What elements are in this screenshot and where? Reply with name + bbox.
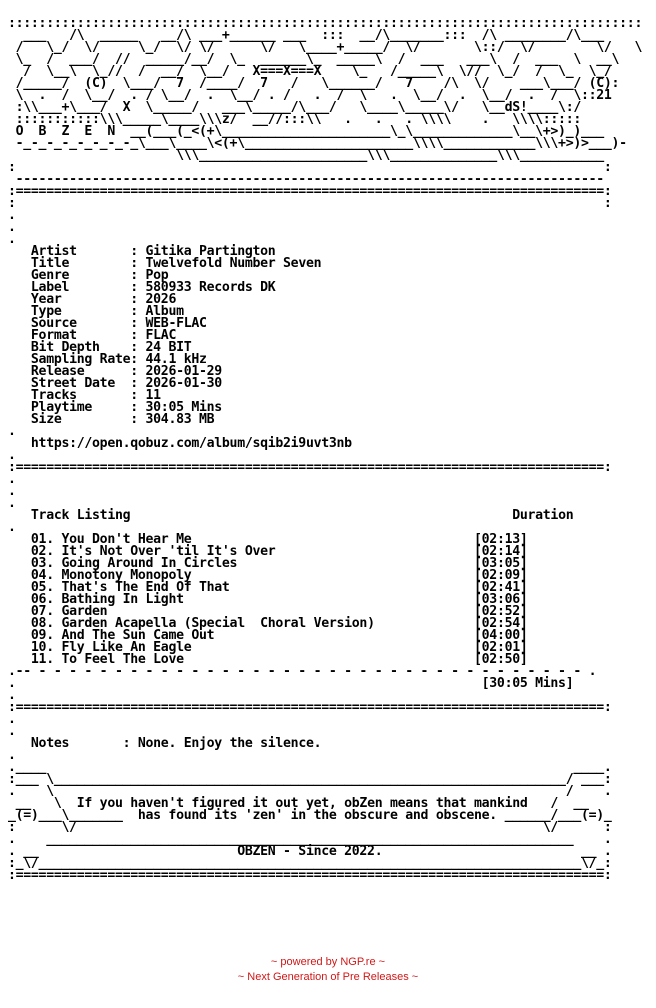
track-duration: [02:09] — [474, 568, 528, 583]
release-field-label: Bit Depth — [30, 340, 131, 355]
release-field-label: Playtime — [30, 400, 131, 415]
ascii-banner-line: ___ /\ _____ __/\ ___+______ ___ ::: __/\_______::: /\ ________/\___ — [8, 28, 612, 43]
track-number: 02. — [30, 544, 54, 559]
ascii-banner-line: \\\______________________\\\______________\\\___________ — [8, 148, 612, 163]
release-field-value: Gitika Partington — [145, 244, 276, 259]
ascii-banner-line: O B Z E N __(___(_<(+\______________________\_\_____________\__\+>)_)___ — [8, 124, 612, 139]
ascii-banner-line: ::::::::::::::::::::::::::::::::::::::::::::::::::::::::::::::::::::::::::::::::::: — [8, 16, 643, 31]
release-field-value: 2026-01-30 — [145, 376, 222, 391]
track-number: 05. — [30, 580, 54, 595]
track-title: Fly Like An Eagle — [61, 640, 467, 655]
track-title: Garden — [61, 604, 467, 619]
qobuz-album-link[interactable]: https://open.qobuz.com/album/sqib2i9uvt3nb — [30, 436, 352, 451]
track-duration: [02:01] — [474, 640, 528, 655]
release-field-value: 304.83 MB — [145, 412, 215, 427]
track-number: 01. — [30, 532, 54, 547]
powered-by-line: ~ powered by NGP.re ~ — [270, 956, 386, 968]
release-field-label: Format — [30, 328, 131, 343]
track-duration: [02:14] — [474, 544, 528, 559]
total-playtime: [30:05 Mins] — [481, 676, 574, 691]
quote-line-1: If you haven't figured it out yet, obZen means that mankind — [76, 796, 528, 811]
release-field-label: Title — [30, 256, 131, 271]
ascii-banner-line: /_____/ (C) \___/ 7 /____/ 7 / \______/ 7 /\ \/ ___\___/ (C): — [8, 76, 620, 91]
track-title: To Feel The Love — [61, 652, 467, 667]
track-number: 07. — [30, 604, 54, 619]
track-number: 06. — [30, 592, 54, 607]
track-title: And The Sun Came Out — [61, 628, 467, 643]
ascii-banner-line: :::::::::::\\\_____\____\\\z/ __//:::\\ . . . \\\\ . \\\\::::: — [8, 112, 589, 127]
duration-header: Duration — [512, 508, 574, 523]
track-duration: [03:05] — [474, 556, 528, 571]
track-duration: [02:13] — [474, 532, 528, 547]
release-field-value: Album — [145, 304, 184, 319]
release-field-value: Pop — [145, 268, 169, 283]
notes-text: : None. Enjoy the silence. — [122, 736, 322, 751]
release-field-label: Type — [30, 304, 131, 319]
release-field-value: 24 BIT — [145, 340, 192, 355]
ascii-banner-line: -_-_-_-_-_-_-_-_\___\____\<(+\______________________\\\\____________\\\+>)>___)- — [8, 136, 635, 151]
release-field-label: Label — [30, 280, 131, 295]
signature: OBZEN - Since 2022. — [237, 844, 383, 859]
ascii-banner-line: \ . / \__/ . / \__/ . \__/ . / . / \ . \__/ . \__/ . / \::21 — [8, 88, 620, 103]
release-field-value: 2026-01-29 — [145, 364, 222, 379]
ascii-banner-line: / \_/ \/ \_/ \/ \/ \/ \____+_____/ \/ \::/ \/ \/ \ — [8, 40, 650, 55]
release-field-label: Size — [30, 412, 131, 427]
track-duration: [04:00] — [474, 628, 528, 643]
release-field-value: 11 — [145, 388, 161, 403]
release-field-value: 580933 Records DK — [145, 280, 276, 295]
release-field-label: Street Date — [30, 376, 131, 391]
release-field-label: Tracks — [30, 388, 131, 403]
track-duration: [02:41] — [474, 580, 528, 595]
track-duration: [02:52] — [474, 604, 528, 619]
track-number: 04. — [30, 568, 54, 583]
track-title: Garden Acapella (Special Choral Version) — [61, 616, 467, 631]
track-number: 11. — [30, 652, 54, 667]
track-duration: [03:06] — [474, 592, 528, 607]
track-title: It's Not Over 'til It's Over — [61, 544, 467, 559]
ascii-banner-line: :\\___+\___/ X \_____/ ___\_____/\___/ \____\_____\/ \__dS!____\:/ — [8, 100, 589, 115]
track-title: That's The End Of That — [61, 580, 467, 595]
release-field-value: FLAC — [145, 328, 177, 343]
release-field-label: Source — [30, 316, 131, 331]
track-number: 10. — [30, 640, 54, 655]
quote-line-2: has found its 'zen' in the obscure and obscene. — [137, 808, 497, 823]
track-duration: [02:54] — [474, 616, 528, 631]
nfo-text: ::::::::::::::::::::::::::::::::::::::::::::::::::::::::::::::::::::::::::::::::::: ___ /\ _____ __/\ ___+______ ___ ::: __/\_______::: /\ ________/\___ / \_/ \/ \_/ \/ \/ \/ \____+_____/ \/ \::/ \/ \/ \ \_ / ___/ // _____/__/ \_ ______\_ _____\ / ___ ___\ / ___ \ __\ / \__\ \_// / __/ \__/ X===X===X \_ /_____\ \// \_/ / \_ \_/ /_____/ (C) \___/ 7 /____/ 7 / \______/ 7 /\ \/ ___\___/ (C): \ . / \__/ . / \__/ . \__/ . / . / \ . \__/ . \__/ . / \::21 :\\___+\___/ X \_____/ ___\_____/\___/ \____\_____\/ \__dS!____\:/ :::::::::::\\\_____\____\\\z/ __//:::\\ . . . \\\\ . \\\\::::: O B Z E N __(___(_<(+\______________________\_\_____________\__\+>)_)___ -_-_-_-_-_-_-_-_\___\____\<(+\______________________\\\\____________\\\+>)>___)- \\\______________________\\\______________\\\___________ : : ----------------------------------------------------------------------------- :=============================================================================: : : . . . Artist : Gitika Partington Title : Twelvefold Number Seven Genre : Pop Label : 580933 Records DK Year : 2026 Type : Album Source : WEB-FLAC Format : FLAC Bit Depth : 24 BIT Sampling Rate: 44.1 kHz Release : 2026-01-29 Street Date : 2026-01-30 Tracks : 11 Playtime : 30:05 Mins Size : 304.83 MB . https://open.qobuz.com/album/sqib2i9uvt3nb . :=============================================================================: . . . Track Listing Duration . 01. You Don't Hear Me [02:13] 02. It's Not Over 'til It's Over [02:14] 03. Going Around In Circles [03:05] 04. Monotony Monopoly [02:09] 05. That's The End Of That [02:41] 06. Bathing In Light [03:06] 07. Garden [02:52] 08. Garden Acapella (Special Choral Version) [02:54] 09. And The Sun Came Out [04:00] 10. Fly Like An Eagle [02:01] 11. To Feel The Love [02:50] .-- - - - - - - - - - - - - - - - - - - - - - - - - - - - - - - - - - - - - . . [30:05 Mins] . :=============================================================================: . . Notes : None. Enjoy the silence. . .____ ____. :___ \___________________________________________________________________/ ___: . \ / . __ \ If you haven't figured it out yet, obZen means that mankind / __ _(=)___\_______ has found its 'zen' in the obscure and obscene. ______/___(=)_ : \/ \/ : . _____________________________________________________________________ . . __ OBZEN - Since 2022. __ . :_\/_______________________________________________________________________\/_: :=============================================================================: — [8, 16, 650, 883]
next-generation-line: ~ Next Generation of Pre Releases ~ — [237, 971, 419, 983]
release-field-value: WEB-FLAC — [145, 316, 207, 331]
track-number: 08. — [30, 616, 54, 631]
release-field-value: 30:05 Mins — [145, 400, 222, 415]
track-duration: [02:50] — [474, 652, 528, 667]
track-title: You Don't Hear Me — [61, 532, 467, 547]
track-title: Monotony Monopoly — [61, 568, 467, 583]
notes-label: Notes — [30, 736, 123, 751]
release-field-label: Year — [30, 292, 131, 307]
tracklist-header: Track Listing — [30, 508, 131, 523]
ascii-banner-line: \_ / ___/ // _____/__/ \_ ______\_ _____\ / ___ ___\ / ___ \ __\ — [8, 52, 627, 67]
release-field-value: Twelvefold Number Seven — [145, 256, 322, 271]
ascii-banner-line: / \__\ \_// / __/ \__/ X===X===X \_ /_____\ \// \_/ / \_ \_/ — [8, 64, 620, 79]
release-field-value: 44.1 kHz — [145, 352, 207, 367]
release-field-label: Genre — [30, 268, 131, 283]
track-number: 09. — [30, 628, 54, 643]
track-number: 03. — [30, 556, 54, 571]
release-field-label: Sampling Rate — [30, 352, 131, 367]
release-field-label: Artist — [30, 244, 131, 259]
release-field-value: 2026 — [145, 292, 177, 307]
track-title: Bathing In Light — [61, 592, 467, 607]
track-title: Going Around In Circles — [61, 556, 467, 571]
release-field-label: Release — [30, 364, 131, 379]
